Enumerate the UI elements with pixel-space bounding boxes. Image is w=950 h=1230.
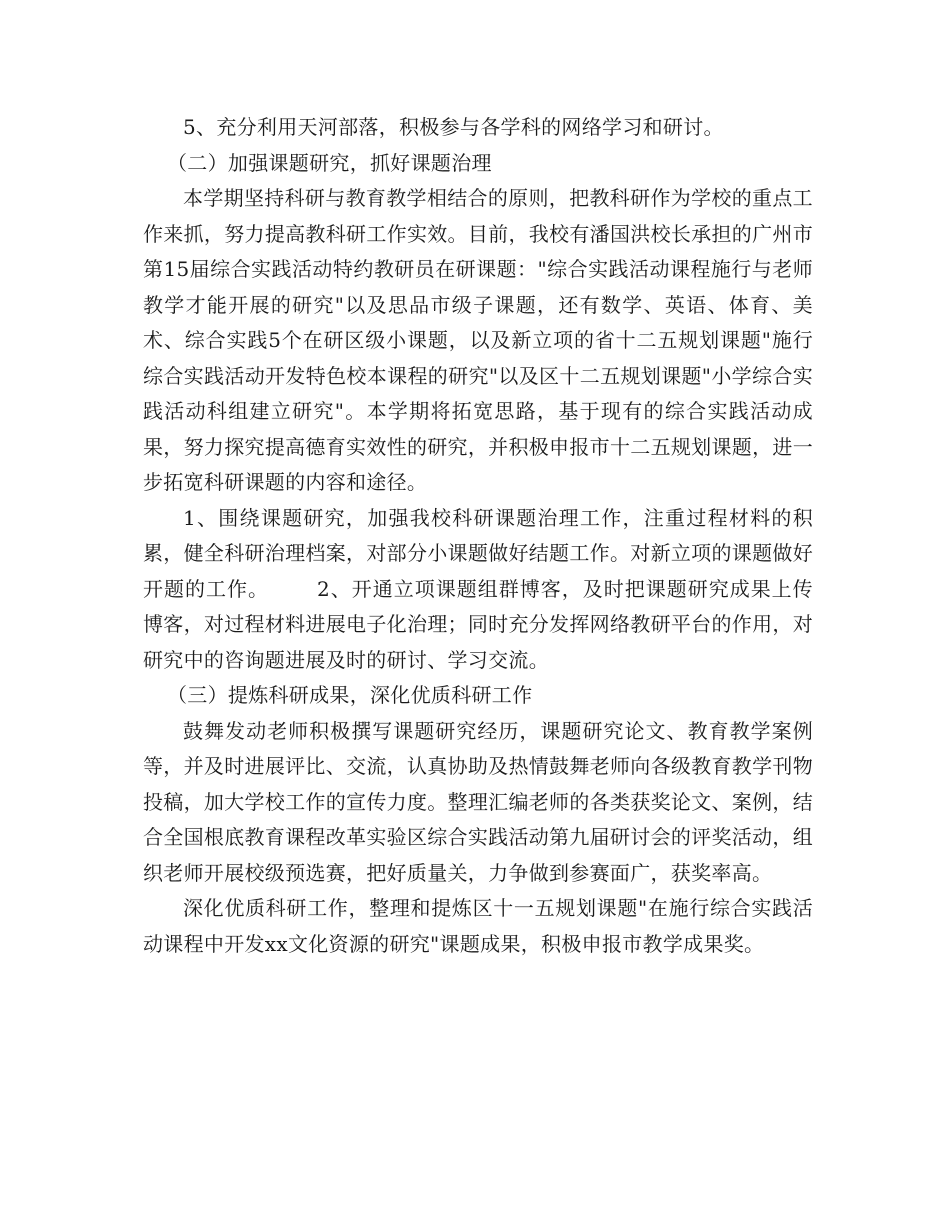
section-2-items bbox=[143, 501, 813, 679]
document-body bbox=[143, 110, 813, 962]
section-2-heading: （二）加强课题研究，抓好课题治理 bbox=[167, 150, 492, 175]
item-1-project-management: 1、围绕课题研究，加强我校科研课题治理工作，注重过程材料的积累，健全科研治理档案，对部分小课题做好结题工作。对新立项的课题做好开题的工作。 bbox=[143, 505, 813, 601]
section-3-heading: （三）提炼科研成果，深化优质科研工作 bbox=[167, 683, 533, 707]
item-5-tianhe-tribe: 5、充分利用天河部落，积极参与各学科的网络学习和研讨。 bbox=[183, 115, 724, 139]
section-3-closing: 深化优质科研工作，整理和提炼区十一五规划课题"在施行综合实践活动课程中开发xx文化资源的研究"课题成果，积极申报市教学成果奖。 bbox=[143, 896, 813, 956]
item-2-project-blog: 2、开通立项课题组群博客，及时把课题研究成果上传博客，对过程材料进展电子化治理；同时充分发挥网络教研平台的作用，对研究中的咨询题进展及时的研讨、学习交流。 bbox=[143, 576, 813, 672]
section-2-intro: 本学期坚持科研与教育教学相结合的原则，把教科研作为学校的重点工作来抓，努力提高教科研工作实效。目前，我校有潘国洪校长承担的广州市第15届综合实践活动特约教研员在研课题："综合实践活动课程施行与老师教学才能开展的研究"以及思品市级子课题，还有数学、英语、体育、美术、综合实践5个在研区级小课题，以及新立项的省十二五规划课题"施行综合实践活动开发特色校本课程的研究"以及区十二五规划课题"小学综合实践活动科组建立研究"。本学期将拓宽思路，基于现有的综合实践活动成果，努力探究提高德育实效性的研究，并积极申报市十二五规划课题，进一步拓宽科研课题的内容和途径。 bbox=[143, 186, 813, 494]
section-3-intro: 鼓舞发动老师积极撰写课题研究经历，课题研究论文、教育教学案例等，并及时进展评比、交流，认真协助及热情鼓舞老师向各级教育教学刊物投稿，加大学校工作的宣传力度。整理汇编老师的各类获奖论文、案例，结合全国根底教育课程改革实验区综合实践活动第九届研讨会的评奖活动，组织老师开展校级预选赛，把好质量关，力争做到参赛面广，获奖率高。 bbox=[143, 718, 813, 885]
